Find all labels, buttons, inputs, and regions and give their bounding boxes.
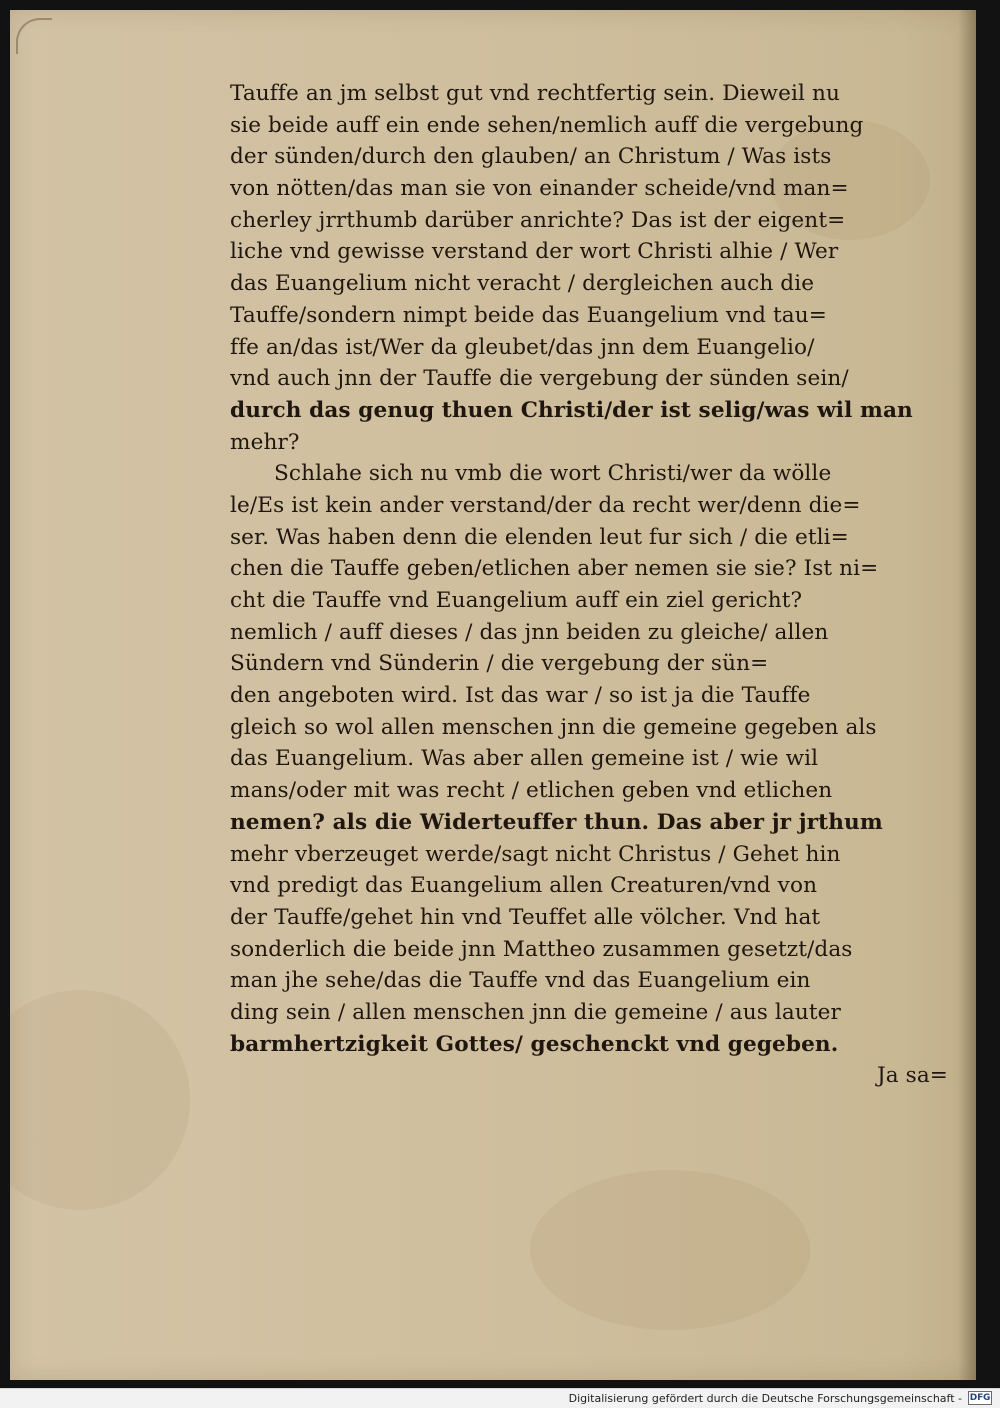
text-line: mehr vberzeuget werde/sagt nicht Christus / Gehet hin [230,841,841,867]
text-line: nemen? als die Widerteuffer thun. Das aber jr jrthum [230,809,883,835]
text-line: man jhe sehe/das die Tauffe vnd das Euangelium ein [230,968,811,994]
text-line: sonderlich die beide jnn Mattheo zusammen gesetzt/das [230,936,853,962]
page-stain [10,990,190,1210]
document-text-block [230,78,950,1092]
text-line: durch das genug thuen Christi/der ist selig/was wil man [230,397,913,423]
text-line: cht die Tauffe vnd Euangelium auff ein ziel gericht? [230,588,803,613]
text-line: ser. Was haben denn die elenden leut fur sich / die etli= [230,524,849,550]
text-line: Sündern vnd Sünderin / die vergebung der sün= [230,651,769,677]
text-line: nemlich / auff dieses / das jnn beiden zu gleiche/ allen [230,619,829,645]
text-line: von nötten/das man sie von einander scheide/vnd man= [230,176,849,202]
dfg-logo-icon: DFG [969,1393,991,1403]
text-line: Tauffe/sondern nimpt beide das Euangelium vnd tau= [230,302,827,328]
text-line: mehr? [230,429,300,455]
catchword: Ja sa= [876,1063,948,1089]
text-line: liche vnd gewisse verstand der wort Christi alhie / Wer [230,239,839,265]
text-line: cherley jrrthumb darüber anrichte? Das ist der eigent= [230,207,846,233]
text-line: sie beide auff ein ende sehen/nemlich auff die vergebung [230,112,864,138]
document-page [10,10,976,1380]
text-line: chen die Tauffe geben/etlichen aber nemen sie sie? Ist ni= [230,556,879,582]
text-line: gleich so wol allen menschen jnn die gemeine gegeben als [230,714,877,740]
text-line: mans/oder mit was recht / etlichen geben vnd etlichen [230,778,833,804]
corner-mark [16,18,52,54]
text-line: vnd auch jnn der Tauffe die vergebung der sünden sein/ [230,366,849,392]
text-line: Tauffe an jm selbst gut vnd rechtfertig sein. Dieweil nu [230,81,840,106]
text-line: der Tauffe/gehet hin vnd Teuffet alle völcher. Vnd hat [230,904,821,930]
text-line: der sünden/durch den glauben/ an Christum / Was ists [230,144,832,170]
text-line: das Euangelium nicht veracht / dergleichen auch die [230,271,815,297]
funding-credit: Digitalisierung gefördert durch die Deutsche Forschungsgemeinschaft - [568,1392,962,1405]
text-line: ding sein / allen menschen jnn die gemeine / aus lauter [230,999,841,1025]
page-stain [530,1170,810,1330]
text-line: Schlahe sich nu vmb die wort Christi/wer da wölle [274,461,832,487]
text-line: vnd predigt das Euangelium allen Creaturen/vnd von [230,873,818,899]
text-line: den angeboten wird. Ist das war / so ist ja die Tauffe [230,683,811,709]
text-line: le/Es ist kein ander verstand/der da recht wer/denn die= [230,492,861,518]
text-line: ffe an/das ist/Wer da gleubet/das jnn dem Euangelio/ [230,334,815,360]
text-line: barmhertzigkeit Gottes/ geschenckt vnd gegeben. [230,1031,839,1057]
binding-edge [958,10,976,1380]
text-line: das Euangelium. Was aber allen gemeine ist / wie wil [230,746,819,772]
viewer-footer [0,1388,1000,1408]
